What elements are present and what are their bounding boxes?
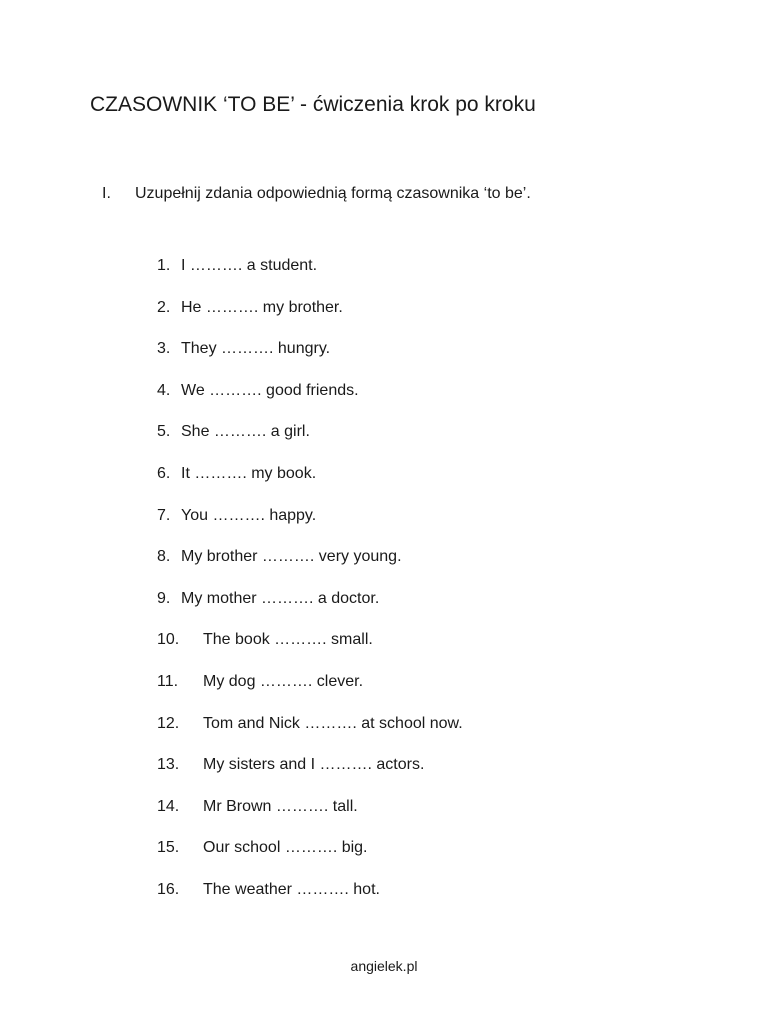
list-item bbox=[157, 673, 463, 715]
list-item bbox=[157, 340, 463, 382]
item-text: Mr Brown ………. tall. bbox=[203, 797, 358, 815]
item-number: 5. bbox=[157, 423, 171, 441]
item-text: The book ………. small. bbox=[203, 631, 373, 649]
exercise-instruction bbox=[102, 185, 531, 203]
item-number: 9. bbox=[157, 589, 171, 607]
list-item bbox=[157, 299, 463, 341]
list-item bbox=[157, 798, 463, 840]
item-number: 4. bbox=[157, 381, 171, 399]
item-number: 6. bbox=[157, 464, 171, 482]
item-text: They ………. hungry. bbox=[181, 340, 331, 358]
item-text: Tom and Nick ………. at school now. bbox=[203, 714, 463, 732]
item-text: The weather ………. hot. bbox=[203, 880, 380, 898]
item-text: My mother ………. a doctor. bbox=[181, 589, 380, 607]
list-item bbox=[157, 756, 463, 798]
item-number: 7. bbox=[157, 506, 171, 524]
item-text: Our school ………. big. bbox=[203, 839, 368, 857]
item-number: 12. bbox=[157, 714, 180, 732]
item-text: You ………. happy. bbox=[181, 506, 317, 524]
list-item bbox=[157, 839, 463, 881]
item-number: 2. bbox=[157, 298, 171, 316]
item-number: 8. bbox=[157, 548, 171, 566]
list-item bbox=[157, 507, 463, 549]
instruction-text: Uzupełnij zdania odpowiednią formą czasownika ‘to be’. bbox=[135, 185, 531, 202]
list-item bbox=[157, 881, 463, 923]
list-item bbox=[157, 423, 463, 465]
item-number: 15. bbox=[157, 839, 180, 857]
item-number: 13. bbox=[157, 756, 180, 774]
item-text: He ………. my brother. bbox=[181, 298, 343, 316]
page-title: CZASOWNIK ‘TO BE’ - ćwiczenia krok po kroku bbox=[90, 93, 536, 116]
list-item bbox=[157, 715, 463, 757]
item-number: 11. bbox=[157, 672, 179, 690]
item-text: I ………. a student. bbox=[181, 257, 318, 274]
item-text: She ………. a girl. bbox=[181, 423, 310, 441]
exercise-list bbox=[157, 257, 463, 923]
list-item bbox=[157, 590, 463, 632]
list-item bbox=[157, 257, 463, 299]
item-number: 14. bbox=[157, 797, 180, 815]
item-number: 1. bbox=[157, 257, 171, 274]
list-item bbox=[157, 548, 463, 590]
item-number: 3. bbox=[157, 340, 171, 358]
item-number: 16. bbox=[157, 880, 180, 898]
footer-source: angielek.pl bbox=[350, 958, 418, 974]
item-text: It ………. my book. bbox=[181, 464, 317, 482]
item-text: My dog ………. clever. bbox=[203, 672, 364, 690]
list-item bbox=[157, 465, 463, 507]
item-text: My sisters and I ………. actors. bbox=[203, 756, 425, 774]
item-text: My brother ………. very young. bbox=[181, 548, 402, 566]
list-item bbox=[157, 382, 463, 424]
list-item bbox=[157, 631, 463, 673]
section-number: I. bbox=[102, 185, 111, 202]
item-number: 10. bbox=[157, 631, 180, 649]
item-text: We ………. good friends. bbox=[181, 381, 359, 399]
